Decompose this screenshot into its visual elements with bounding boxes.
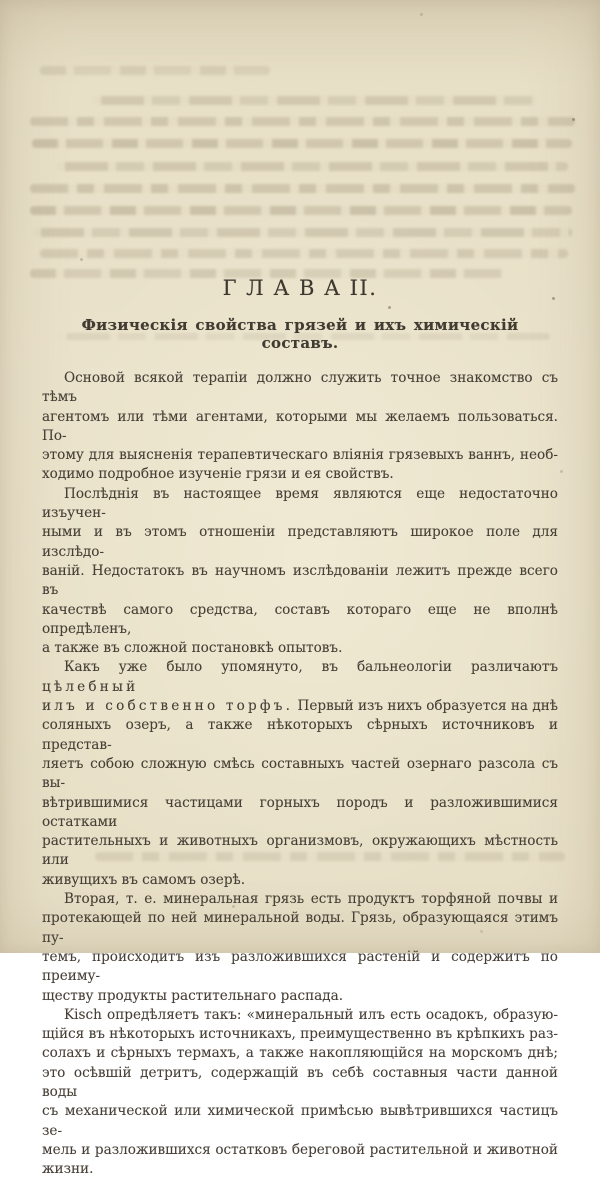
text-line: ными и въ этомъ отношеніи представляютъ широкое поле для изслѣдо- [42,524,558,560]
paper-speck [420,13,423,16]
text-line: жизни. [42,1161,94,1178]
bleed-through-line [92,96,538,105]
text-line: качествѣ самого средства, составъ котораго еще не вполнѣ опредѣленъ, [42,601,558,637]
bleed-through-line [30,206,572,215]
text-line: ходимо подробное изученіе грязи и ея свойствъ. [42,466,394,483]
paragraph [42,369,558,485]
emphasized-text: цѣлебный [42,678,139,695]
text-line: ществу продукты растительнаго распада. [42,987,344,1004]
paper-speck [80,258,83,261]
text-line: съ механической или химической примѣсью вывѣтрившихся частицъ зе- [42,1103,558,1139]
bleed-through-line [40,249,568,258]
bleed-through-line [56,162,568,171]
bleed-through-line [30,117,575,126]
chapter-subtitle: Физическія свойства грязей и ихъ химическій составъ. [81,316,519,352]
text-line: мель и разложившихся остатковъ береговой растительной и животной [42,1141,558,1158]
text-line: Kisch опредѣляетъ такъ: «минеральный илъ есть осадокъ, образую- [64,1006,558,1023]
text-column [42,276,558,1179]
bleed-through-line [32,139,572,148]
text-line: вѣтрившимися частицами горныхъ породъ и разложившимися остатками [42,794,558,830]
text-line: солахъ и сѣрныхъ термахъ, а также накопляющійся на морскомъ днѣ; [42,1045,558,1062]
text-line: Основой всякой терапіи должно служить точное знакомство съ тѣмъ [42,370,558,406]
text-segment: Первый изъ нихъ образуется на днѣ [293,698,558,715]
bleed-through-line [32,228,572,237]
text-line: агентомъ или тѣми агентами, которыми мы желаемъ пользоваться. По- [42,408,558,444]
text-line: растительныхъ и животныхъ организмовъ, окружающихъ мѣстность или [42,833,558,869]
bleed-through-line [40,66,270,75]
text-line: Послѣднія въ настоящее время являются еще недостаточно изъучен- [42,485,558,522]
text-line: этому для выясненія терапевтическаго вліянія грязевыхъ ваннъ, необ- [42,447,558,464]
text-line: темъ, происходитъ изъ разложившихся растеній и содержитъ по преиму- [42,948,558,985]
emphasized-text: илъ и собственно торфъ. [42,698,294,715]
text-line: Вторая, т. е. минеральная грязь есть продуктъ торфяной почвы и [64,891,558,908]
paragraph [42,485,558,659]
text-line: а также въ сложной постановкѣ опытовъ. [42,640,343,657]
paper-speck [572,118,575,121]
text-line [42,697,558,716]
text-line: щійся въ нѣкоторыхъ источникахъ, преимущественно въ крѣпкихъ раз- [42,1026,558,1043]
text-line: соляныхъ озеръ, а также нѣкоторыхъ сѣрныхъ источниковъ и представ- [42,717,558,753]
bleed-through-line [30,184,575,193]
text-line: протекающей по ней минеральной воды. Грязь, образующаяся этимъ пу- [42,910,558,946]
text-line: ваній. Недостатокъ въ научномъ изслѣдованіи лежитъ прежде всего въ [42,562,558,599]
paper-speck [560,470,563,473]
text-line: живущихъ въ самомъ озерѣ. [42,871,246,888]
chapter-heading: Г Л А В А II. [222,276,378,300]
text-segment: Какъ уже было упомянуто, въ бальнеологіи различаютъ [64,659,558,676]
text-line: это осѣвшій детритъ, содержащій въ себѣ составныя части данной воды [42,1064,558,1100]
text-line [42,658,558,697]
paragraph [42,1006,558,1179]
paragraph [42,890,558,1006]
text-line: ляетъ собою сложную смѣсь составныхъ частей озернаго разсола съ вы- [42,755,558,792]
paragraph [42,658,558,890]
